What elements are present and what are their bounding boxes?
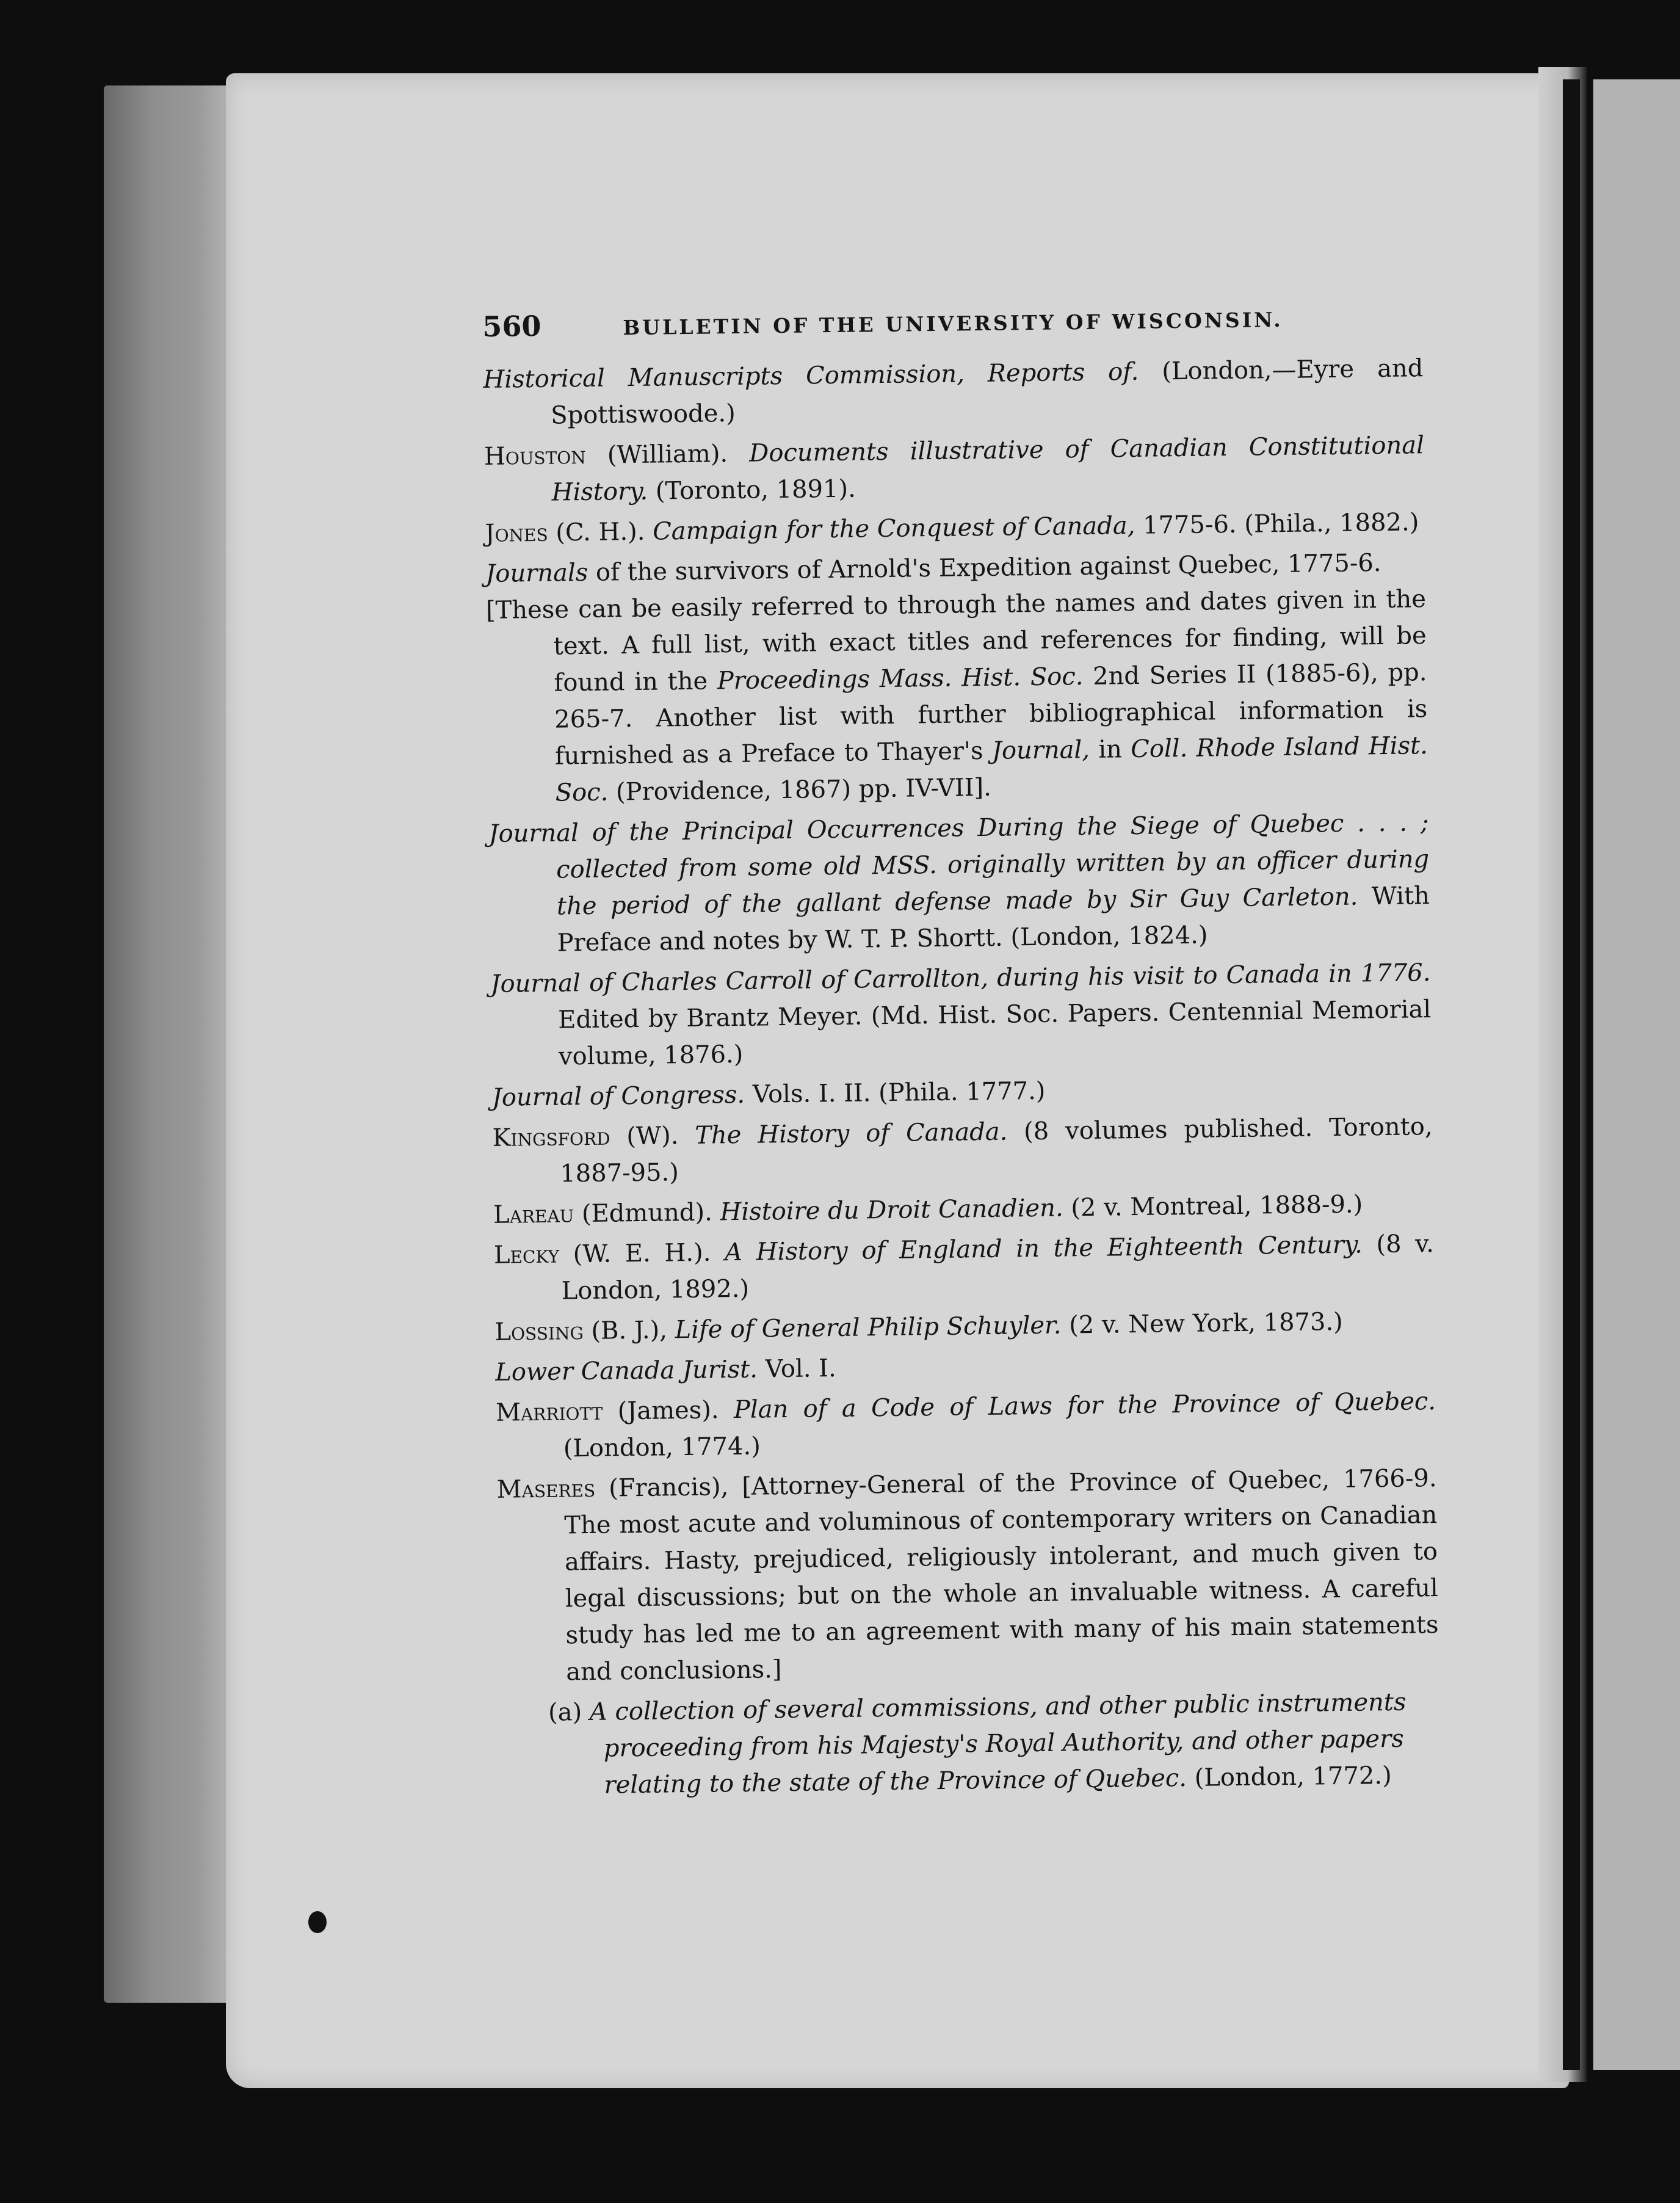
entry-details: (Toronto, 1891). — [647, 474, 856, 506]
note-text: 2nd Series II (1885-6), pp. 265-7. Another list with further bibliographical information is furnished as a Preface to Thayer's — [554, 658, 1428, 771]
entry-title: Journal of Congress. — [491, 1080, 745, 1112]
note-citation: Coll. Rhode Island Hist. Soc. — [555, 731, 1428, 807]
entry-details: (2 v. Montreal, 1888-9.) — [1063, 1190, 1363, 1222]
note-text: (Providence, 1867) pp. IV-VII]. — [608, 773, 992, 807]
entry-details: (8 v. London, 1892.) — [561, 1230, 1435, 1305]
bibliography-entry — [490, 954, 1432, 1076]
entry-title: Historical Manuscripts Commission, Reports of. — [483, 357, 1139, 394]
entry-author-detail: (W. E. H.). — [559, 1238, 725, 1269]
note-text: in — [1089, 735, 1131, 764]
entry-title: A History of England in the Eighteenth Century. — [724, 1230, 1363, 1267]
entry-title: Plan of a Code of Laws for the Province of Quebec. — [733, 1387, 1436, 1425]
bibliography-entry — [495, 1343, 1436, 1391]
bibliography-entry — [484, 427, 1425, 512]
entry-author: Marriott — [495, 1397, 603, 1427]
entry-details: (8 volumes published. Toronto, 1887-95.) — [560, 1112, 1433, 1188]
entry-title: Histoire du Droit Canadien. — [720, 1194, 1063, 1227]
book-edge-strip — [104, 85, 238, 2003]
entry-title: Journal of the Principal Occurrences During the Siege of Quebec . . . ; collected from some old MSS. originally written by an officer during the period of the gallant defense made by Sir Guy Carleton. — [488, 808, 1430, 921]
entry-details: (2 v. New York, 1873.) — [1061, 1307, 1344, 1340]
punch-hole-mark — [308, 1911, 327, 1933]
page-text-block — [482, 297, 1441, 1805]
bibliography-entry — [491, 1068, 1432, 1116]
entry-author: Kingsford — [492, 1122, 610, 1152]
entry-details: (London,—Eyre and Spottiswoode.) — [550, 354, 1424, 430]
entry-details: 1775-6. (Phila., 1882.) — [1135, 508, 1419, 540]
entry-author: Houston — [483, 441, 586, 471]
entry-author-detail: (James). — [603, 1396, 734, 1426]
note-citation: Journal, — [991, 735, 1090, 765]
entry-details: Edited by Brantz Meyer. (Md. Hist. Soc. Papers. Centennial Memorial volume, 1876.) — [557, 995, 1432, 1071]
binding-shadow — [1563, 79, 1580, 2070]
note-text: [These can be easily referred to through the names and dates given in the text. A full list, with exact titles and references for finding, will be found in the — [485, 585, 1427, 697]
entry-details: Vol. I. — [757, 1354, 836, 1384]
entry-author: Lareau — [493, 1200, 574, 1229]
bibliography-sub-entry — [499, 1683, 1441, 1805]
bibliography-entry — [494, 1225, 1435, 1310]
entry-author-detail: (William). — [585, 439, 750, 470]
adjacent-page-edge — [1593, 79, 1680, 2070]
entry-author: Jones — [485, 518, 548, 548]
bibliography-entry — [493, 1185, 1434, 1233]
entry-title: Campaign for the Conquest of Canada, — [652, 511, 1135, 546]
entry-author-detail: (C. H.). — [548, 517, 653, 547]
running-head-title: BULLETIN OF THE UNIVERSITY OF WISCONSIN. — [623, 307, 1283, 340]
page-number: 560 — [482, 309, 541, 343]
entry-author-detail: (Edmund). — [573, 1198, 720, 1229]
entry-details: With Preface and notes by W. T. P. Shortt. (London, 1824.) — [557, 882, 1430, 957]
entry-author-detail: (W). — [610, 1121, 695, 1151]
bibliography-entry — [488, 804, 1430, 962]
entry-title: Life of General Philip Schuyler. — [675, 1311, 1062, 1345]
bibliography-entry — [496, 1383, 1436, 1468]
entry-title: Journal of Charles Carroll of Carrollton, during his visit to Canada in 1776. — [490, 959, 1431, 998]
entry-title: The History of Canada. — [695, 1117, 1008, 1150]
bibliography-entry — [483, 350, 1424, 435]
entry-author-detail: (Francis), — [595, 1472, 742, 1503]
bibliography-entry — [485, 544, 1428, 812]
entry-note — [485, 581, 1428, 811]
entry-details: [Attorney-General of the Province of Quebec, 1766-9. The most acute and voluminous of contemporary writers on Canadian affairs. Hasty, prejudiced, religiously intolerant, and much given to legal discussions; but on the whole an invaluable witness. A careful study has led me to an agreement with many of his main statements and conclusions.] — [564, 1464, 1439, 1686]
entry-details: Vols. I. II. (Phila. 1777.) — [744, 1076, 1046, 1109]
sub-entry-title: A collection of several commissions, and other public instruments proceeding from his Majesty's Royal Authority, and other papers relating to the state of the Province of Quebec. — [589, 1688, 1407, 1799]
bibliography-entry — [496, 1460, 1439, 1691]
bibliography-entry — [492, 1108, 1433, 1193]
bibliography-entry — [494, 1302, 1435, 1351]
entry-details: of the survivors of Arnold's Expedition against Quebec, 1775-6. — [587, 549, 1381, 587]
note-citation: Proceedings Mass. Hist. Soc. — [717, 662, 1084, 695]
entry-author: Maseres — [496, 1474, 596, 1504]
entry-author: Lossing — [494, 1317, 584, 1346]
entry-title: Documents illustrative of Canadian Constitutional History. — [551, 431, 1425, 507]
bibliography-entry — [485, 504, 1425, 552]
entry-title: Journals — [485, 558, 588, 588]
sub-entry-details: (London, 1772.) — [1186, 1761, 1392, 1793]
entry-author-detail: (B. J.), — [583, 1316, 675, 1346]
entry-title: Lower Canada Jurist. — [495, 1355, 758, 1387]
sub-entry-label: (a) — [548, 1698, 590, 1727]
entry-details: (London, 1774.) — [563, 1432, 761, 1463]
entry-author: Lecky — [493, 1240, 560, 1269]
